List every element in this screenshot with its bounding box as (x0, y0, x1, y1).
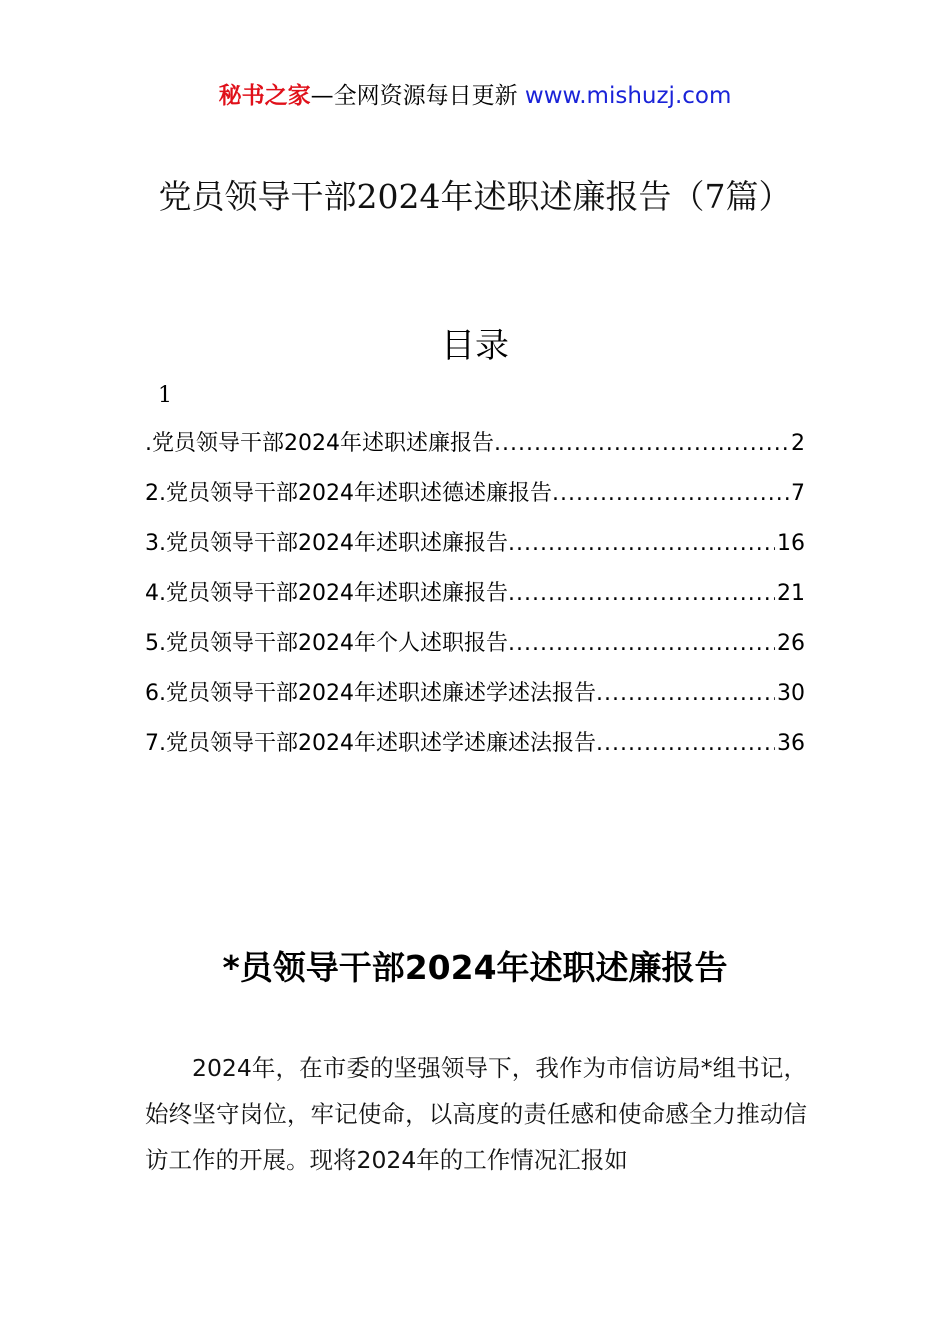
toc-entry-title: 4.党员领导干部2024年述职述廉报告 (145, 581, 508, 606)
toc-entry-page: 16 (777, 531, 805, 556)
toc-entry-title: .党员领导干部2024年述职述廉报告 (145, 431, 494, 456)
toc-heading: 目录 (441, 326, 509, 366)
site-url: www.mishuzj.com (524, 83, 732, 109)
document-title: 党员领导干部2024年述职述廉报告（7篇） (158, 177, 792, 216)
toc-first-entry-number: 1 (158, 383, 172, 408)
toc-entry-title: 2.党员领导干部2024年述职述德述廉报告 (145, 481, 552, 506)
site-tagline: —全网资源每日更新 (310, 83, 525, 109)
toc-entry-3[interactable] (145, 524, 805, 574)
toc-leader-dots (508, 524, 775, 564)
toc-entry-page: 30 (777, 681, 805, 706)
toc-entry-page: 2 (791, 431, 805, 456)
toc-leader-dots (552, 474, 789, 514)
toc-leader-dots (596, 674, 775, 714)
section-title: *员领导干部2024年述职述廉报告 (222, 948, 728, 987)
site-brand: 秘书之家 (218, 83, 311, 109)
site-header (0, 80, 950, 112)
toc-entry-page: 7 (791, 481, 805, 506)
toc-entry-title: 6.党员领导干部2024年述职述廉述学述法报告 (145, 681, 596, 706)
toc-entry-1[interactable] (145, 424, 805, 474)
toc-leader-dots (508, 624, 775, 664)
toc-leader-dots (494, 424, 789, 464)
toc-entry-title: 5.党员领导干部2024年个人述职报告 (145, 631, 508, 656)
toc-entry-title: 7.党员领导干部2024年述职述学述廉述法报告 (145, 731, 596, 756)
toc-entry-5[interactable] (145, 624, 805, 674)
toc-entry-7[interactable] (145, 724, 805, 774)
toc-entry-page: 26 (777, 631, 805, 656)
toc-entry-6[interactable] (145, 674, 805, 724)
toc-entry-title: 3.党员领导干部2024年述职述廉报告 (145, 531, 508, 556)
toc-leader-dots (508, 574, 775, 614)
toc-leader-dots (596, 724, 775, 764)
table-of-contents (145, 424, 805, 774)
body-paragraph: 2024年，在市委的坚强领导下，我作为市信访局*组书记，始终坚守岗位，牢记使命，以高度的责任感和使命感全力推动信访工作的开展。现将2024年的工作情况汇报如 (145, 1054, 807, 1174)
toc-entry-page: 21 (777, 581, 805, 606)
toc-entry-4[interactable] (145, 574, 805, 624)
toc-entry-2[interactable] (145, 474, 805, 524)
toc-entry-page: 36 (777, 731, 805, 756)
